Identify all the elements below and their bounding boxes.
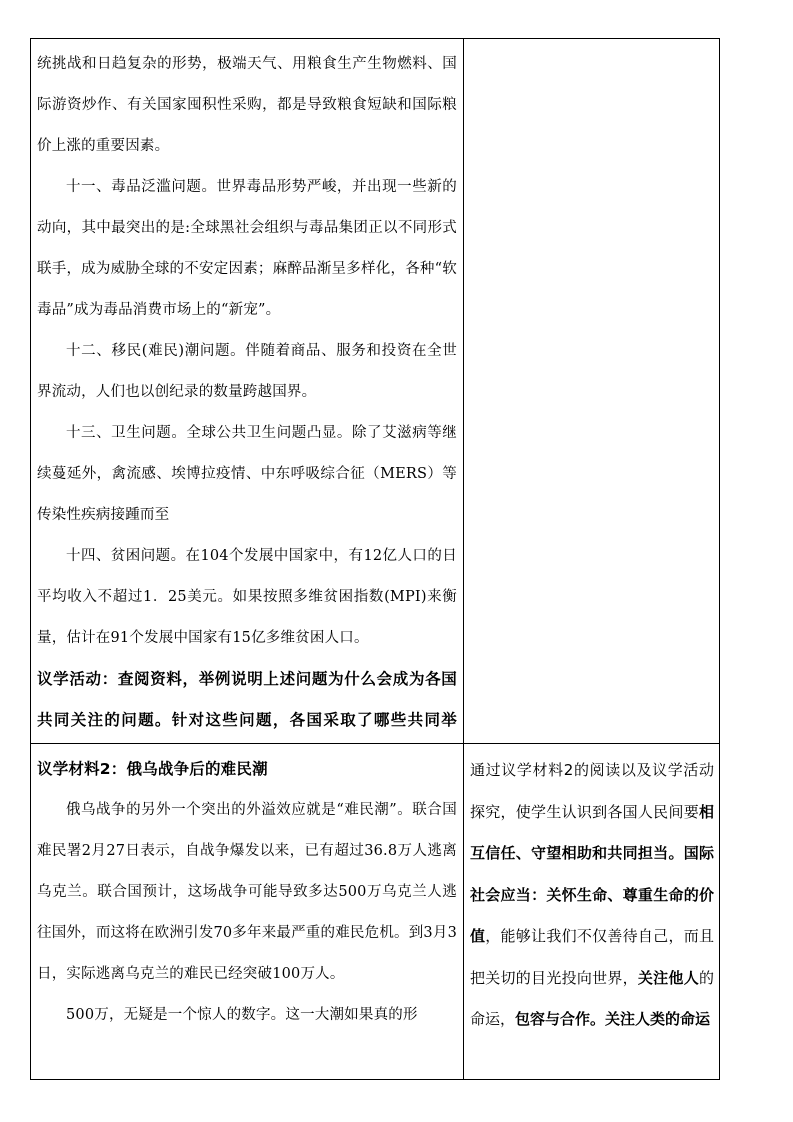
table-border-left (30, 38, 31, 1080)
row1-paragraph-drugs: 十一、毒品泛滥问题。世界毒品形势严峻，并出现一些新的动向，其中最突出的是:全球黑社会组织与毒品集团正以不同形式联手，成为威胁全球的不安定因素；麻醉品渐呈多样化，各种“软毒品”成为毒品消费市场上的“新宠”。 (37, 179, 457, 318)
row2-left-cell (37, 749, 457, 1078)
row2-heading: 议学材料2：俄乌战争后的难民潮 (37, 760, 268, 778)
row1-left-cell (37, 44, 457, 742)
row-divider (30, 743, 720, 744)
row1-right-cell (464, 39, 719, 743)
objective-text-3: 的命运， (470, 968, 714, 1028)
table-border-bottom (30, 1079, 720, 1080)
row1-paragraph-health: 十三、卫生问题。全球公共卫生问题凸显。除了艾滋病等继续蔓延外，禽流感、埃博拉疫情、中东呼吸综合征（MERS）等传染性疾病接踵而至 (37, 425, 457, 523)
row2-objective (470, 750, 714, 1041)
row2-paragraph-number: 500万，无疑是一个惊人的数字。这一大潮如果真的形 (66, 1007, 418, 1023)
objective-bold-3: 关注他人 (637, 968, 699, 987)
objective-bold-1: 相互信任、守望相助和共同担当。 (470, 802, 714, 862)
objective-text-2: ，能够让我们不仅善待自己，而且把关切的目光投向世界， (470, 927, 714, 987)
row2-paragraph-refugees: 俄乌战争的另外一个突出的外溢效应就是“难民潮”。联合国难民署2月27日表示，自战争爆发以来，已有超过36.8万人逃离乌克兰。联合国预计，这场战争可能导致多达500万乌克兰人逃往国外，而这将在欧洲引发70多年来最严重的难民危机。到3月3日，实际逃离乌克兰的难民已经突破100万人。 (37, 802, 457, 982)
row1-activity: 议学活动：查阅资料，举例说明上述问题为什么会成为各国共同关注的问题。针对这些问题，各国采取了哪些共同举 (37, 670, 457, 729)
row1-paragraph-migration: 十二、移民(难民)潮问题。伴随着商品、服务和投资在全世界流动，人们也以创纪录的数量跨越国界。 (37, 343, 457, 400)
objective-bold-2: 国际社会应当：关怀生命、尊重生命的价值 (470, 844, 714, 945)
row1-paragraph-poverty: 十四、贫困问题。在104个发展中国家中，有12亿人口的日平均收入不超过1．25美元。如果按照多维贫困指数(MPI)来衡量，估计在91个发展中国家有15亿多维贫困人口。 (37, 548, 457, 646)
row1-paragraph-continuation: 统挑战和日趋复杂的形势，极端天气、用粮食生产生物燃料、国际游资炒作、有关国家囤积性采购，都是导致粮食短缺和国际粮价上涨的重要因素。 (37, 56, 457, 154)
row2-right-cell (470, 750, 714, 1078)
objective-text-1: 通过议学材料2的阅读以及议学活动探究，使学生认识到各国人民间要 (470, 761, 714, 821)
lesson-table (30, 38, 720, 1080)
objective-bold-4: 包容与合作。关注人类的命运 (515, 1010, 711, 1028)
table-border-right (719, 38, 720, 1080)
